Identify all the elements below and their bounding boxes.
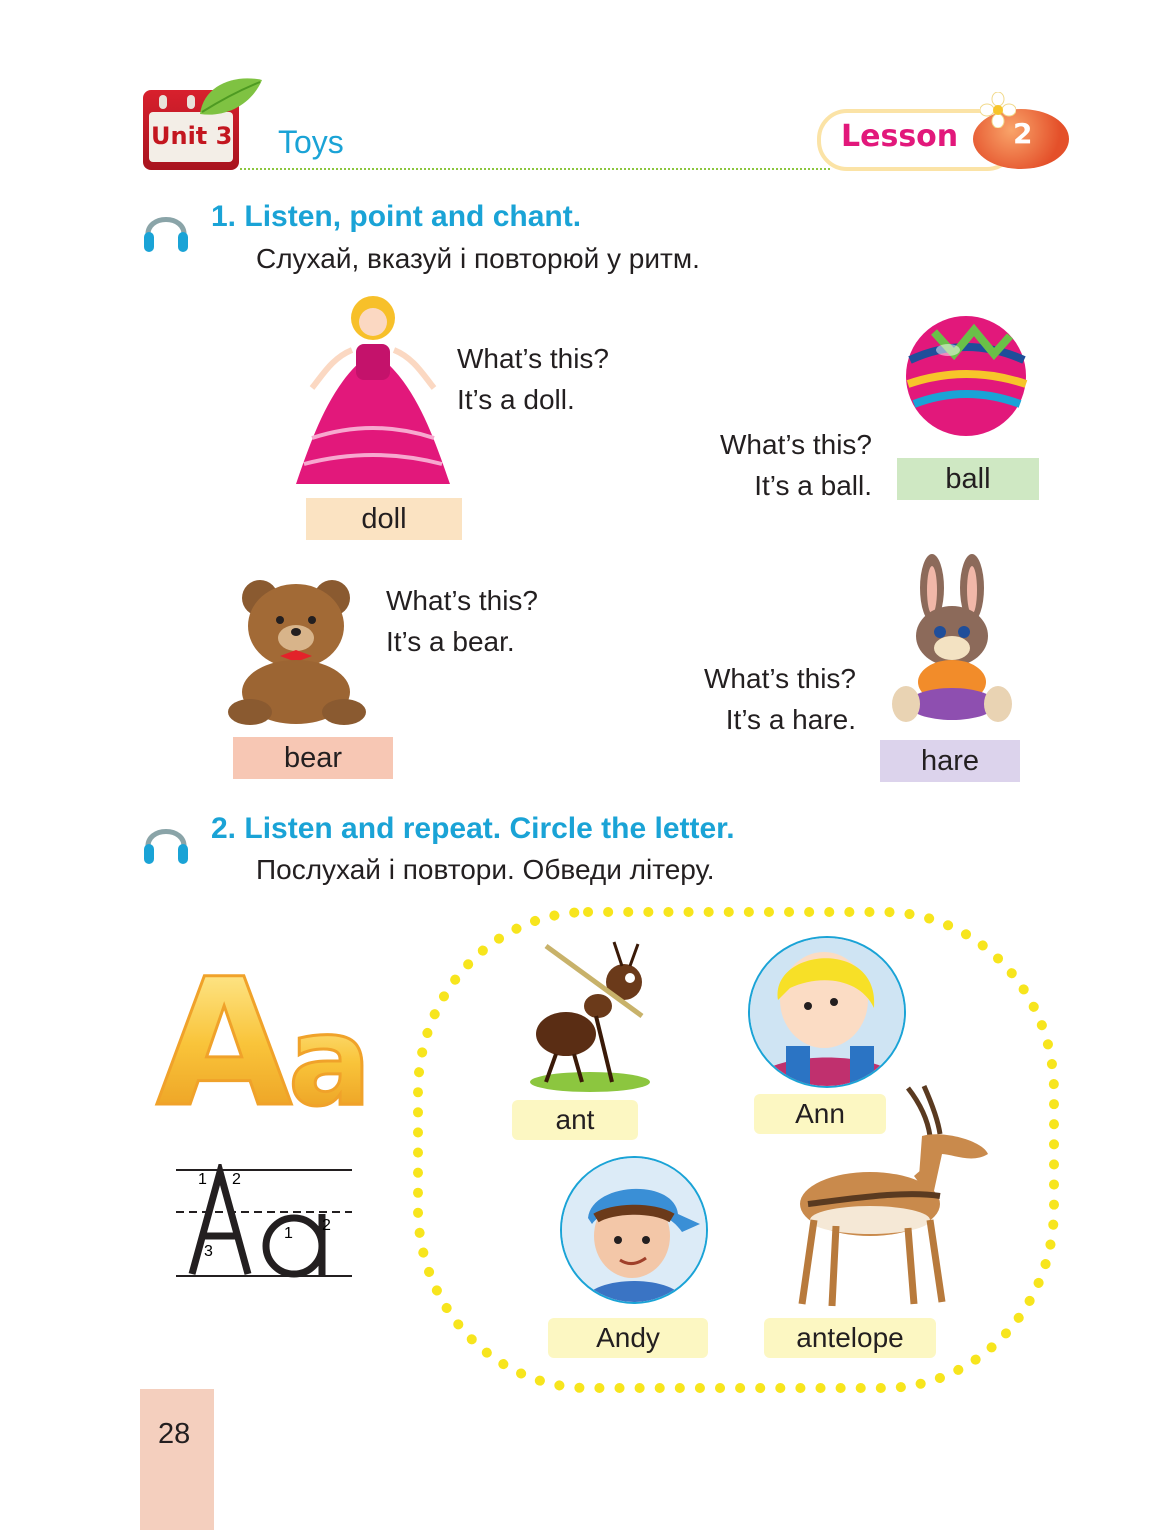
ann-portrait — [748, 936, 906, 1088]
big-letter-upper: A — [156, 958, 293, 1116]
bear-chant: What’s this? It’s a bear. — [386, 585, 538, 657]
bear-image — [220, 574, 378, 726]
doll-chant: What’s this? It’s a doll. — [457, 343, 609, 415]
word-tag-antelope: antelope — [764, 1318, 936, 1358]
task1-subtitle: Слухай, вказуй і повторюй у ритм. — [256, 243, 700, 274]
svg-text:1: 1 — [198, 1171, 207, 1188]
svg-text:2: 2 — [322, 1217, 331, 1234]
handwriting-guide — [176, 1164, 352, 1280]
ant-image — [526, 936, 660, 1092]
task2-title: 2. Listen and repeat. Circle the letter. — [211, 812, 735, 845]
word-tag-ball: ball — [897, 458, 1039, 500]
word-tag-bear: bear — [233, 737, 393, 779]
lesson-badge — [817, 107, 1063, 167]
word-tag-ant: ant — [512, 1100, 638, 1140]
big-letter-aa — [154, 958, 378, 1116]
lesson-number: 2 — [1013, 117, 1033, 150]
svg-text:2: 2 — [232, 1171, 241, 1188]
doll-image — [292, 288, 454, 494]
antelope-image — [792, 1080, 998, 1310]
hare-chant: What’s this? It’s a hare. — [704, 663, 856, 735]
word-tag-andy: Andy — [548, 1318, 708, 1358]
ball-image — [904, 314, 1032, 446]
ball-chant: What’s this? It’s a ball. — [720, 429, 872, 501]
big-letter-lower: a — [288, 990, 372, 1116]
header-divider — [240, 168, 830, 170]
flower-icon — [980, 92, 1016, 128]
task2-subtitle: Послухай і повтори. Обведи літеру. — [256, 854, 715, 885]
lesson-label: Lesson — [841, 119, 959, 154]
andy-portrait — [560, 1156, 708, 1304]
headphones-icon[interactable] — [140, 816, 192, 868]
page-number-tab — [140, 1389, 214, 1530]
unit-label: Unit 3 — [151, 122, 233, 150]
task1-title: 1. Listen, point and chant. — [211, 200, 582, 233]
svg-text:3: 3 — [204, 1243, 213, 1260]
page-number: 28 — [158, 1418, 191, 1450]
word-tag-doll: doll — [306, 498, 462, 540]
leaf-icon — [196, 74, 264, 122]
word-tag-ann: Ann — [754, 1094, 886, 1134]
unit-title: Toys — [278, 124, 344, 160]
headphones-icon[interactable] — [140, 204, 192, 256]
svg-text:1: 1 — [284, 1225, 293, 1242]
word-tag-hare: hare — [880, 740, 1020, 782]
hare-image — [886, 554, 1016, 724]
